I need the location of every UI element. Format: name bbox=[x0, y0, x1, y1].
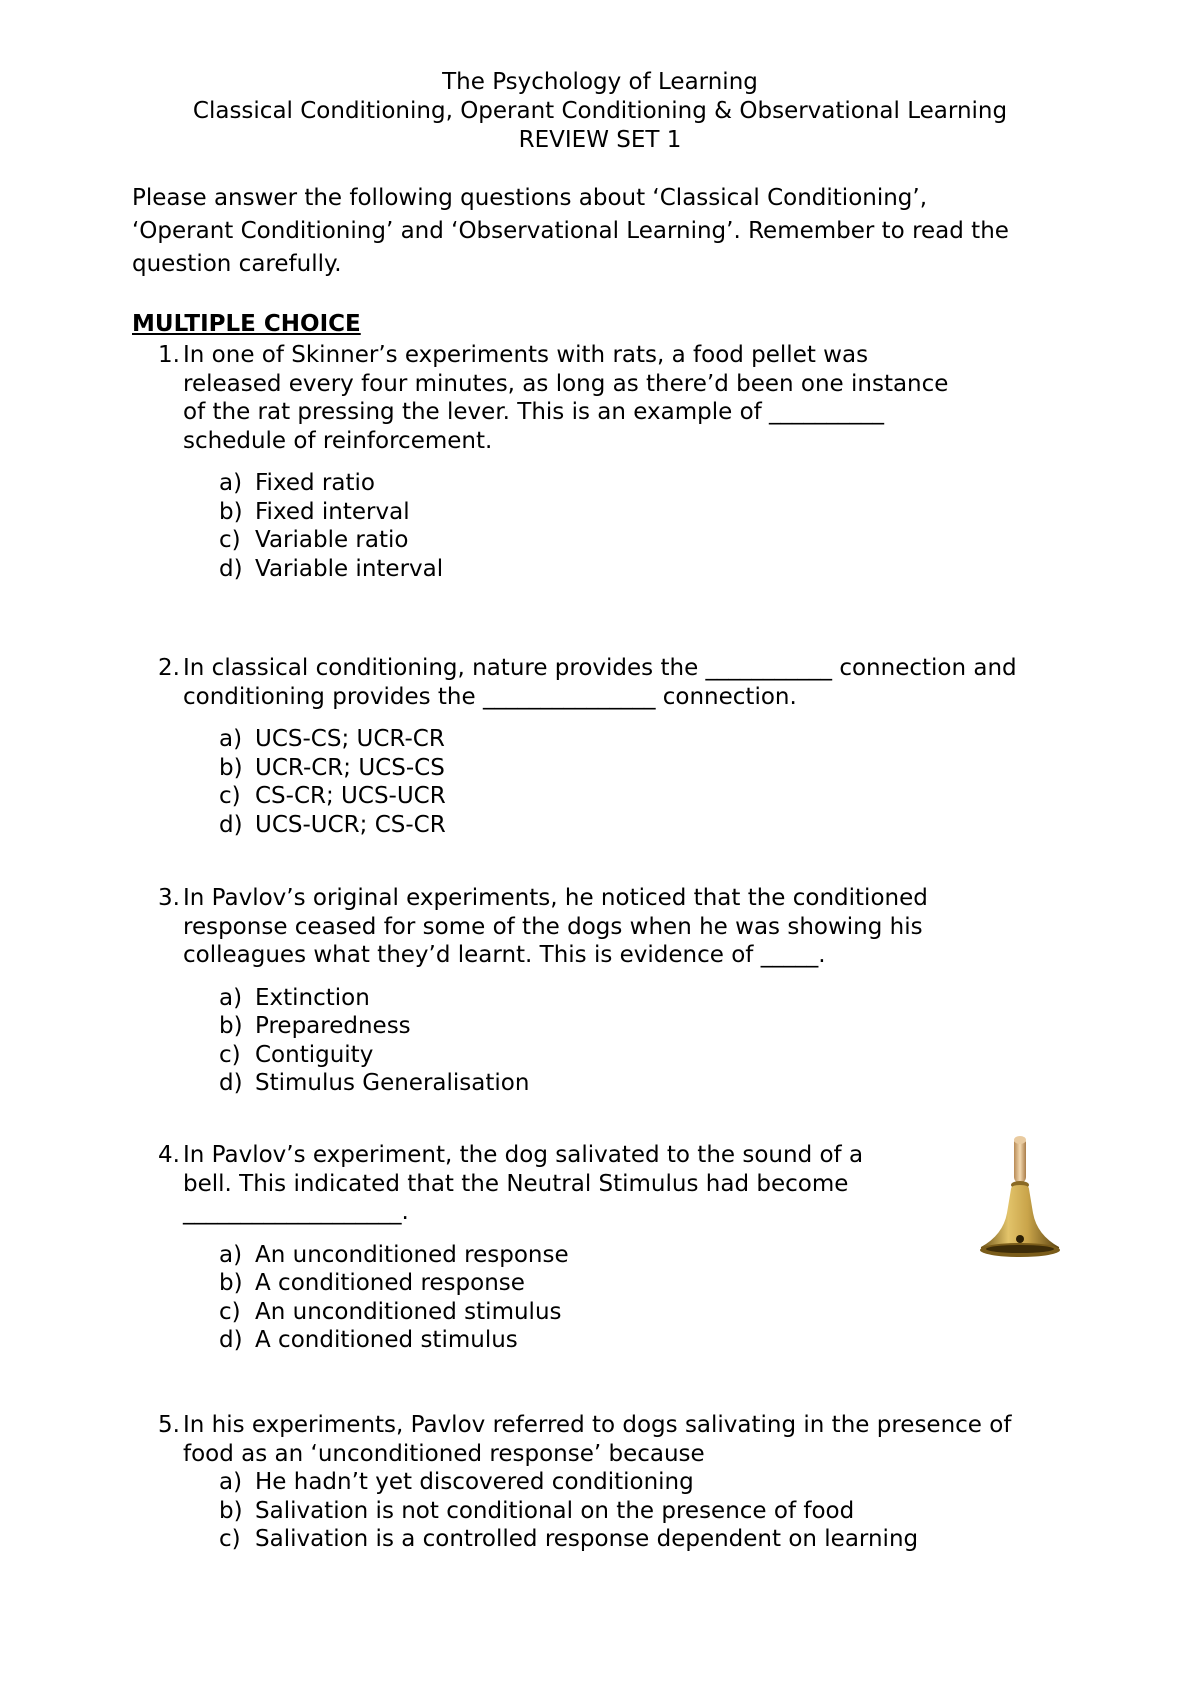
question-2 bbox=[132, 654, 1052, 839]
option-a[interactable]: a) UCS-CS; UCR-CR bbox=[219, 726, 445, 752]
review-set-label: REVIEW SET 1 bbox=[518, 127, 682, 153]
answer-options bbox=[219, 469, 1052, 583]
answer-options bbox=[219, 1241, 1052, 1355]
question-number: 5. bbox=[158, 1412, 180, 1438]
question-number: 3. bbox=[158, 885, 180, 911]
question-4 bbox=[132, 1141, 1052, 1355]
option-b[interactable]: b) UCR-CR; UCS-CS bbox=[219, 754, 445, 781]
document-subtitle: Classical Conditioning, Operant Conditioning & Observational Learning bbox=[192, 98, 1008, 124]
answer-options bbox=[219, 984, 1052, 1098]
option-c[interactable]: c) Variable ratio bbox=[219, 527, 409, 553]
question-5 bbox=[132, 1411, 1052, 1554]
question-number: 1. bbox=[158, 342, 180, 368]
option-a[interactable]: a) Fixed ratio bbox=[219, 470, 375, 496]
option-d[interactable]: d) UCS-UCR; CS-CR bbox=[219, 811, 446, 838]
question-text: In his experiments, Pavlov referred to dogs salivating in the presence of food as an ‘unconditioned response’ because bbox=[183, 1412, 1012, 1467]
question-text: In one of Skinner’s experiments with rats, a food pellet was released every four minutes, as long as there’d been one instance of the rat pressing the lever. This is an example of __________ schedule of reinforcement. bbox=[183, 342, 949, 454]
question-number: 2. bbox=[158, 655, 180, 681]
option-b[interactable]: b) Salivation is not conditional on the presence of food bbox=[219, 1497, 855, 1524]
option-b[interactable]: b) Preparedness bbox=[219, 1013, 411, 1039]
option-a[interactable]: a) He hadn’t yet discovered conditioning bbox=[219, 1469, 694, 1495]
option-c[interactable]: c) CS-CR; UCS-UCR bbox=[219, 783, 446, 809]
option-a[interactable]: a) An unconditioned response bbox=[219, 1241, 569, 1268]
section-heading: MULTIPLE CHOICE bbox=[132, 311, 361, 337]
option-c[interactable]: c) Salivation is a controlled response dependent on learning bbox=[219, 1526, 919, 1552]
option-d[interactable]: d) A conditioned stimulus bbox=[219, 1327, 518, 1353]
option-b[interactable]: b) A conditioned response bbox=[219, 1270, 525, 1296]
option-a[interactable]: a) Extinction bbox=[219, 984, 370, 1011]
question-text: In Pavlov’s experiment, the dog salivated to the sound of a bell. This indicated that the Neutral Stimulus had become ___________________. bbox=[183, 1142, 864, 1225]
question-3 bbox=[132, 884, 1052, 1098]
option-d[interactable]: d) Stimulus Generalisation bbox=[219, 1070, 530, 1096]
bell-icon bbox=[975, 1135, 1065, 1265]
option-b[interactable]: b) Fixed interval bbox=[219, 498, 410, 525]
question-text: In Pavlov’s original experiments, he noticed that the conditioned response ceased for some of the dogs when he was showing his colleagues what they’d learnt. This is evidence of _____. bbox=[183, 885, 928, 968]
option-d[interactable]: d) Variable interval bbox=[219, 555, 444, 582]
option-c[interactable]: c) Contiguity bbox=[219, 1041, 374, 1068]
question-text: In classical conditioning, nature provides the ___________ connection and conditioning provides the _______________ connection. bbox=[183, 655, 1017, 710]
document-header bbox=[0, 68, 1200, 155]
answer-options bbox=[219, 725, 1052, 839]
question-number: 4. bbox=[158, 1142, 180, 1168]
answer-options bbox=[219, 1468, 1052, 1554]
question-1 bbox=[132, 341, 1052, 583]
option-c[interactable]: c) An unconditioned stimulus bbox=[219, 1298, 562, 1325]
document-title: The Psychology of Learning bbox=[442, 69, 758, 95]
instructions-paragraph: Please answer the following questions about ‘Classical Conditioning’, ‘Operant Conditioning’ and ‘Observational Learning’. Remember to read the question carefully. bbox=[132, 185, 1009, 277]
